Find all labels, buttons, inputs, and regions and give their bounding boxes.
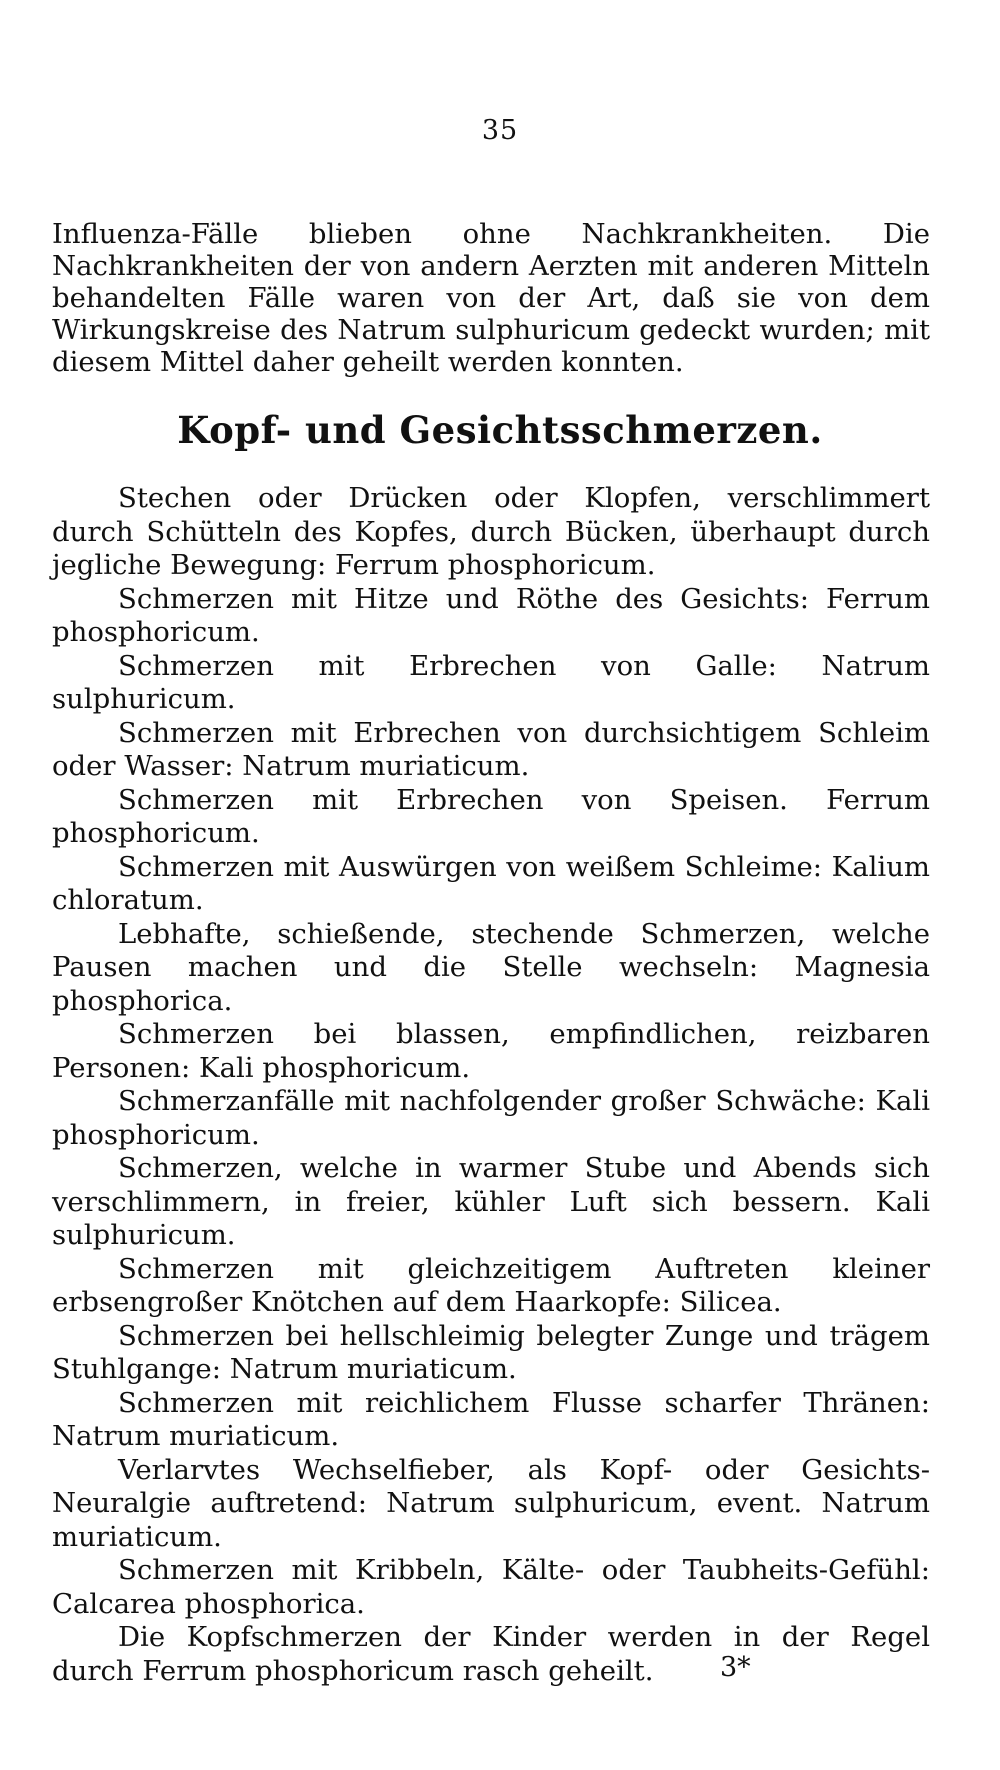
- remedy-entry: Schmerzen bei hellschleimig belegter Zunge und trägem Stuhlgange: Natrum muriaticum.: [52, 1319, 930, 1385]
- remedy-entry: Schmerzen mit gleichzeitigem Auftreten kleiner erbsengroßer Knötchen auf dem Haarkopfe: Silicea.: [52, 1252, 930, 1318]
- remedy-entry: Stechen oder Drücken oder Klopfen, verschlimmert durch Schütteln des Kopfes, durch Bücken, überhaupt durch jegliche Bewegung: Ferrum phosphoricum.: [52, 482, 930, 581]
- remedy-entry: Die Kopfschmerzen der Kinder werden in der Regel durch Ferrum phosphoricum rasch geheilt.: [52, 1621, 930, 1687]
- remedy-entry: Schmerzen bei blassen, empfindlichen, reizbaren Personen: Kali phosphoricum.: [52, 1018, 930, 1084]
- remedy-entry: Verlarvtes Wechselfieber, als Kopf- oder Gesichts-Neuralgie auftretend: Natrum sulphuricum, event. Natrum muriaticum.: [52, 1453, 930, 1553]
- remedy-entry: Schmerzen mit Hitze und Röthe des Gesichts: Ferrum phosphoricum.: [52, 582, 930, 648]
- remedy-entry: Schmerzen, welche in warmer Stube und Abends sich verschlimmern, in freier, kühler Luft sich bessern. Kali sulphuricum.: [52, 1152, 930, 1251]
- intro-paragraph: Influenza-Fälle blieben ohne Nachkrankheiten. Die Nachkrankheiten der von andern Aerzten mit anderen Mitteln behandelten Fälle waren von der Art, daß sie von dem Wirkungskreise des Natrum sulphuricum gedeckt wurden; mit diesem Mittel daher geheilt werden konnten.: [52, 217, 930, 378]
- remedy-entry: Schmerzen mit Erbrechen von Speisen. Ferrum phosphoricum.: [52, 783, 930, 849]
- remedy-entry: Schmerzen mit Auswürgen von weißem Schleime: Kalium chloratum.: [52, 850, 930, 916]
- remedy-entry: Schmerzanfälle mit nachfolgender großer Schwäche: Kali phosphoricum.: [52, 1085, 930, 1151]
- remedy-list: [52, 482, 930, 1688]
- remedy-entry: Schmerzen mit Kribbeln, Kälte- oder Taubheits-Gefühl: Calcarea phosphorica.: [52, 1554, 930, 1620]
- page-number: 35: [481, 115, 519, 146]
- remedy-entry: Schmerzen mit reichlichem Flusse scharfer Thränen: Natrum muriaticum.: [52, 1386, 930, 1452]
- signature-mark: 3*: [720, 1652, 751, 1683]
- remedy-entry: Schmerzen mit Erbrechen von Galle: Natrum sulphuricum.: [52, 649, 930, 715]
- remedy-entry: Lebhafte, schießende, stechende Schmerzen, welche Pausen machen und die Stelle wechseln: Magnesia phosphorica.: [52, 917, 930, 1017]
- section-heading: Kopf- und Gesichtsschmerzen.: [177, 408, 823, 452]
- remedy-entry: Schmerzen mit Erbrechen von durchsichtigem Schleim oder Wasser: Natrum muriaticum.: [52, 716, 930, 782]
